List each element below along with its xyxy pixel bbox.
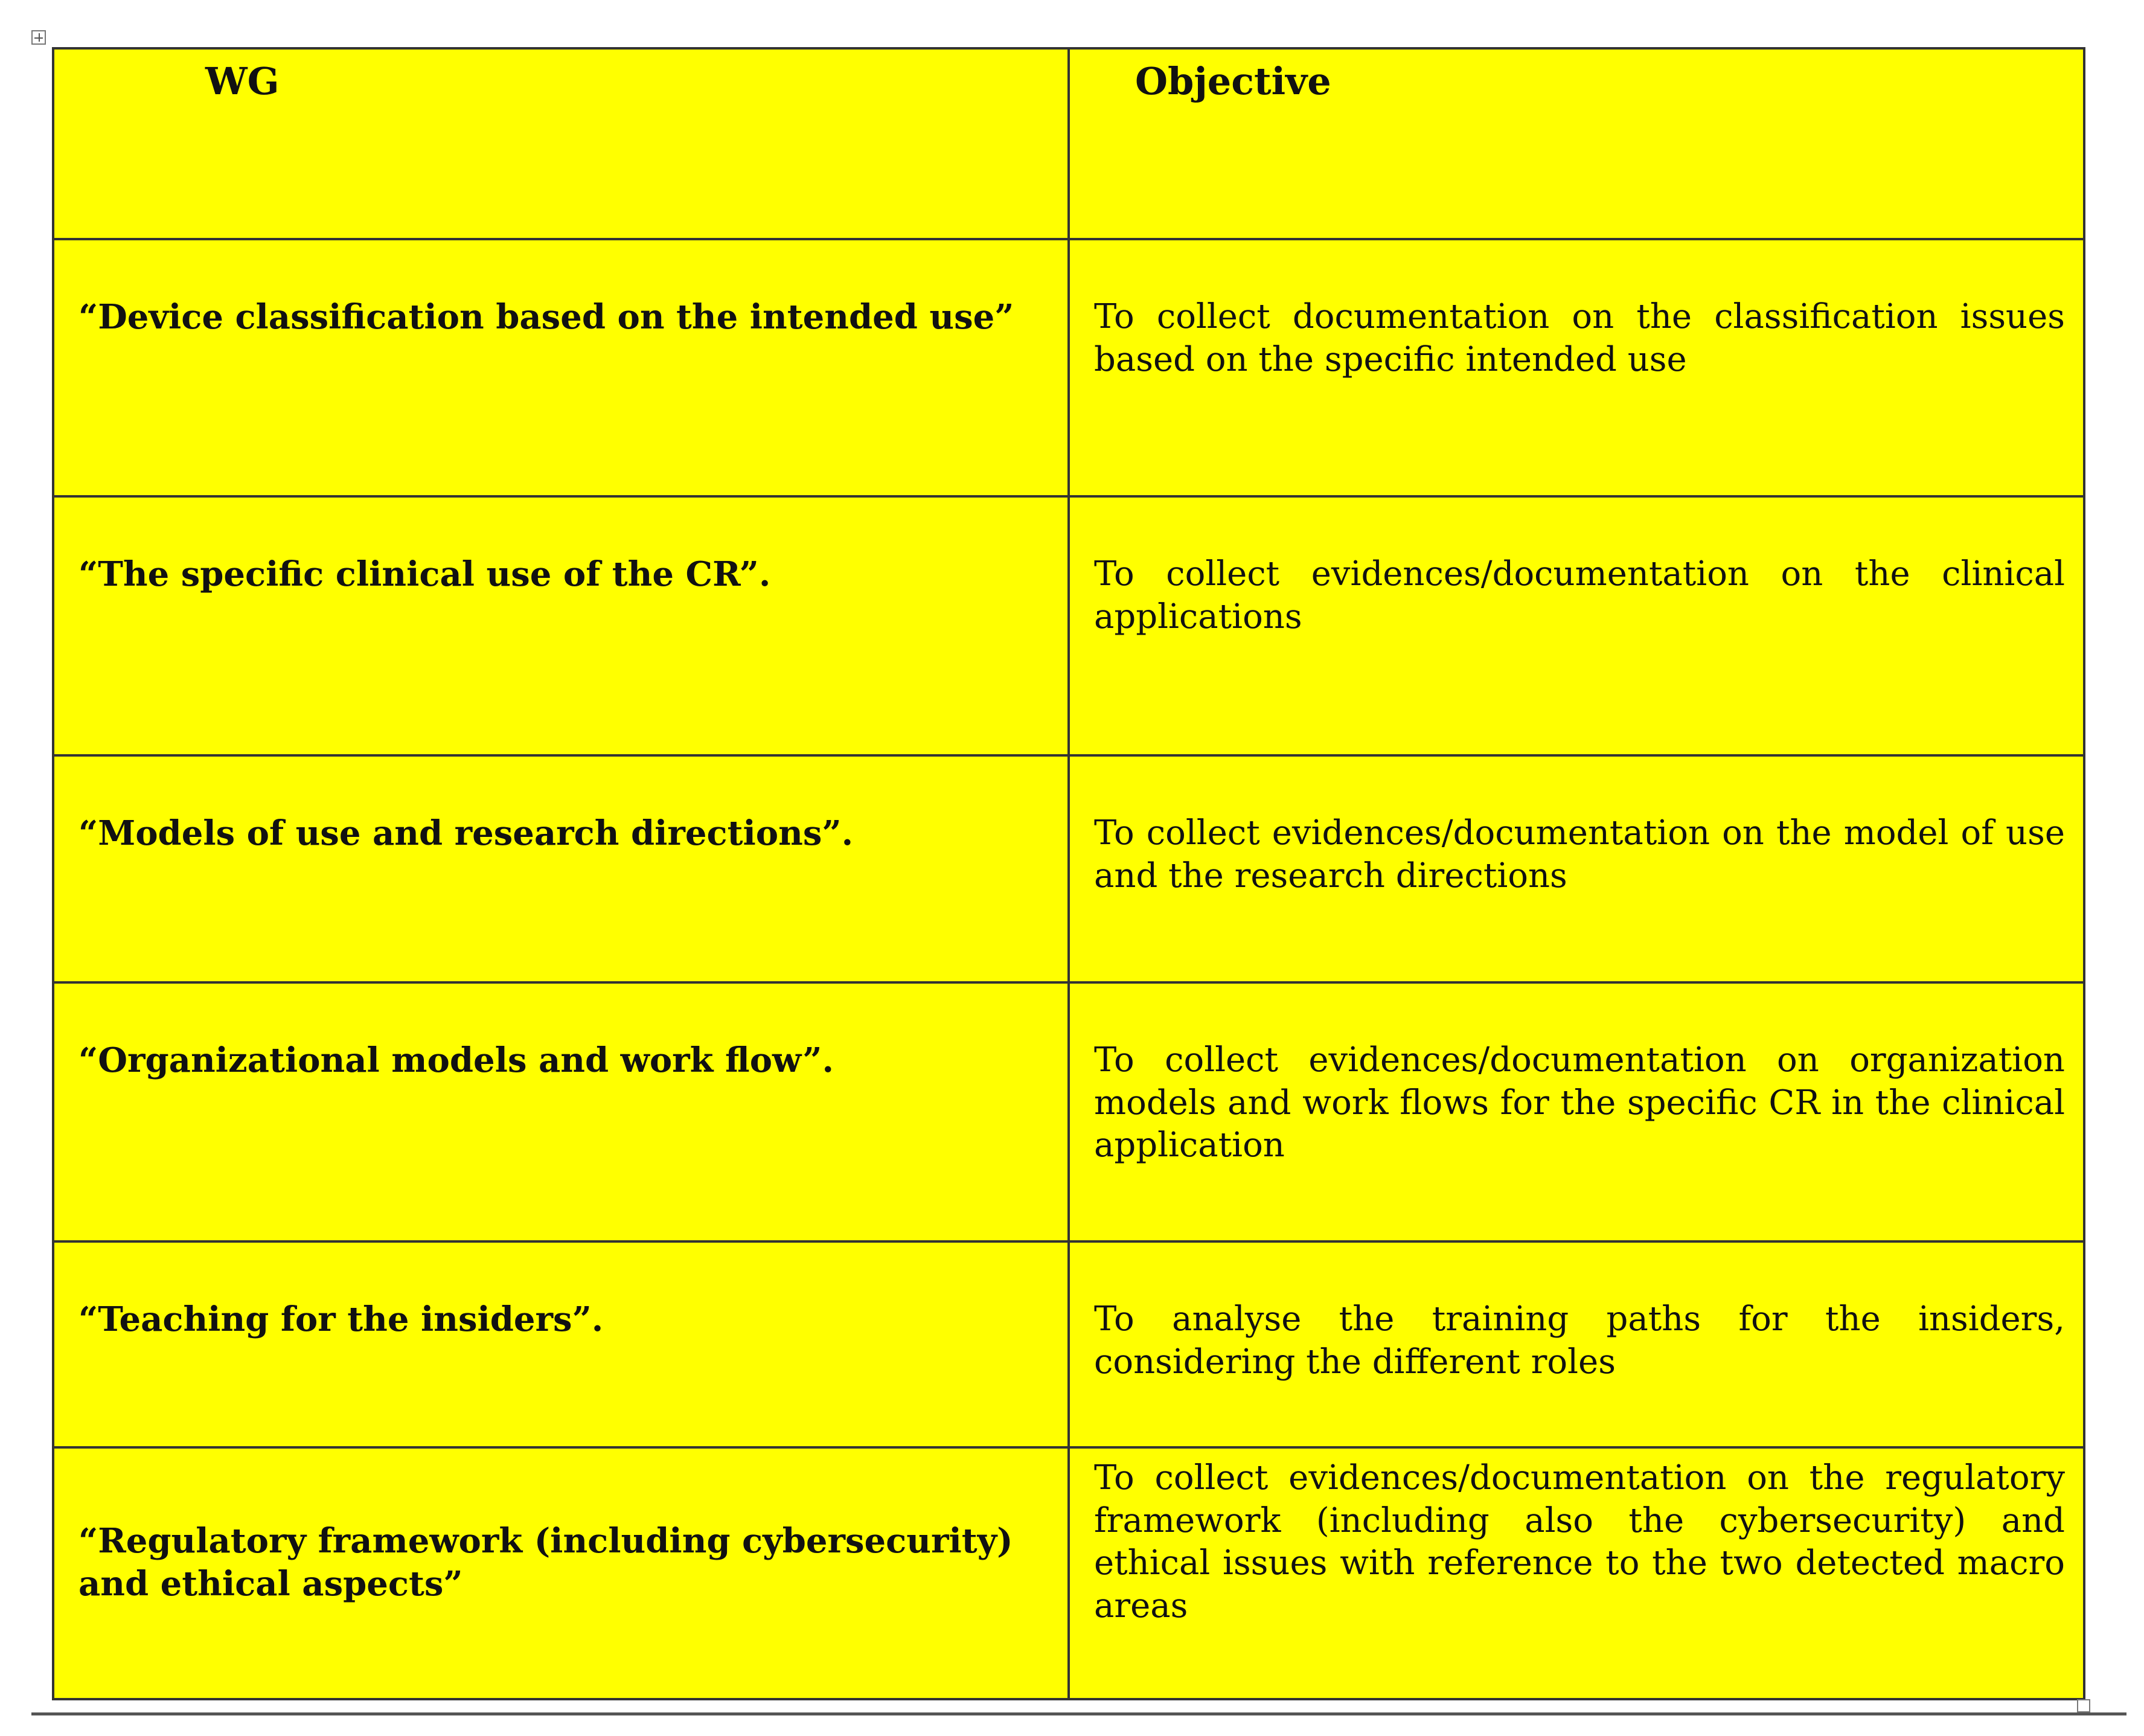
wg-objective-table: [52, 47, 2085, 1700]
table-move-handle-icon[interactable]: [31, 30, 46, 45]
table-row: [53, 239, 2084, 496]
wg-cell: “The specific clinical use of the CR”.: [53, 496, 1069, 755]
objective-cell: To collect evidences/documentation on the clinical applications: [1069, 496, 2084, 755]
wg-cell: “Device classification based on the intended use”: [53, 239, 1069, 496]
objective-cell: To collect evidences/documentation on organization models and work flows for the specific CR in the clinical application: [1069, 982, 2084, 1241]
wg-cell: “Models of use and research directions”.: [53, 755, 1069, 982]
table-row: [53, 496, 2084, 755]
objective-cell: To collect evidences/documentation on the model of use and the research directions: [1069, 755, 2084, 982]
table-row: [53, 1447, 2084, 1699]
objective-cell: To collect documentation on the classification issues based on the specific intended use: [1069, 239, 2084, 496]
wg-cell: “Teaching for the insiders”.: [53, 1241, 1069, 1447]
table-header-row: [53, 48, 2084, 239]
header-wg: WG: [53, 48, 1069, 239]
table-row: [53, 1241, 2084, 1447]
objective-cell: To collect evidences/documentation on the regulatory framework (including also the cybersecurity) and ethical issues with reference to the two detected macro areas: [1069, 1447, 2084, 1699]
wg-cell: “Regulatory framework (including cybersecurity) and ethical aspects”: [53, 1447, 1069, 1699]
objective-cell: To analyse the training paths for the insiders, considering the different roles: [1069, 1241, 2084, 1447]
table-row: [53, 755, 2084, 982]
table-row: [53, 982, 2084, 1241]
header-objective: Objective: [1069, 48, 2084, 239]
page-bottom-rule: [31, 1712, 2126, 1715]
wg-cell: “Organizational models and work flow”.: [53, 982, 1069, 1241]
table-resize-handle-icon[interactable]: [2077, 1699, 2090, 1712]
